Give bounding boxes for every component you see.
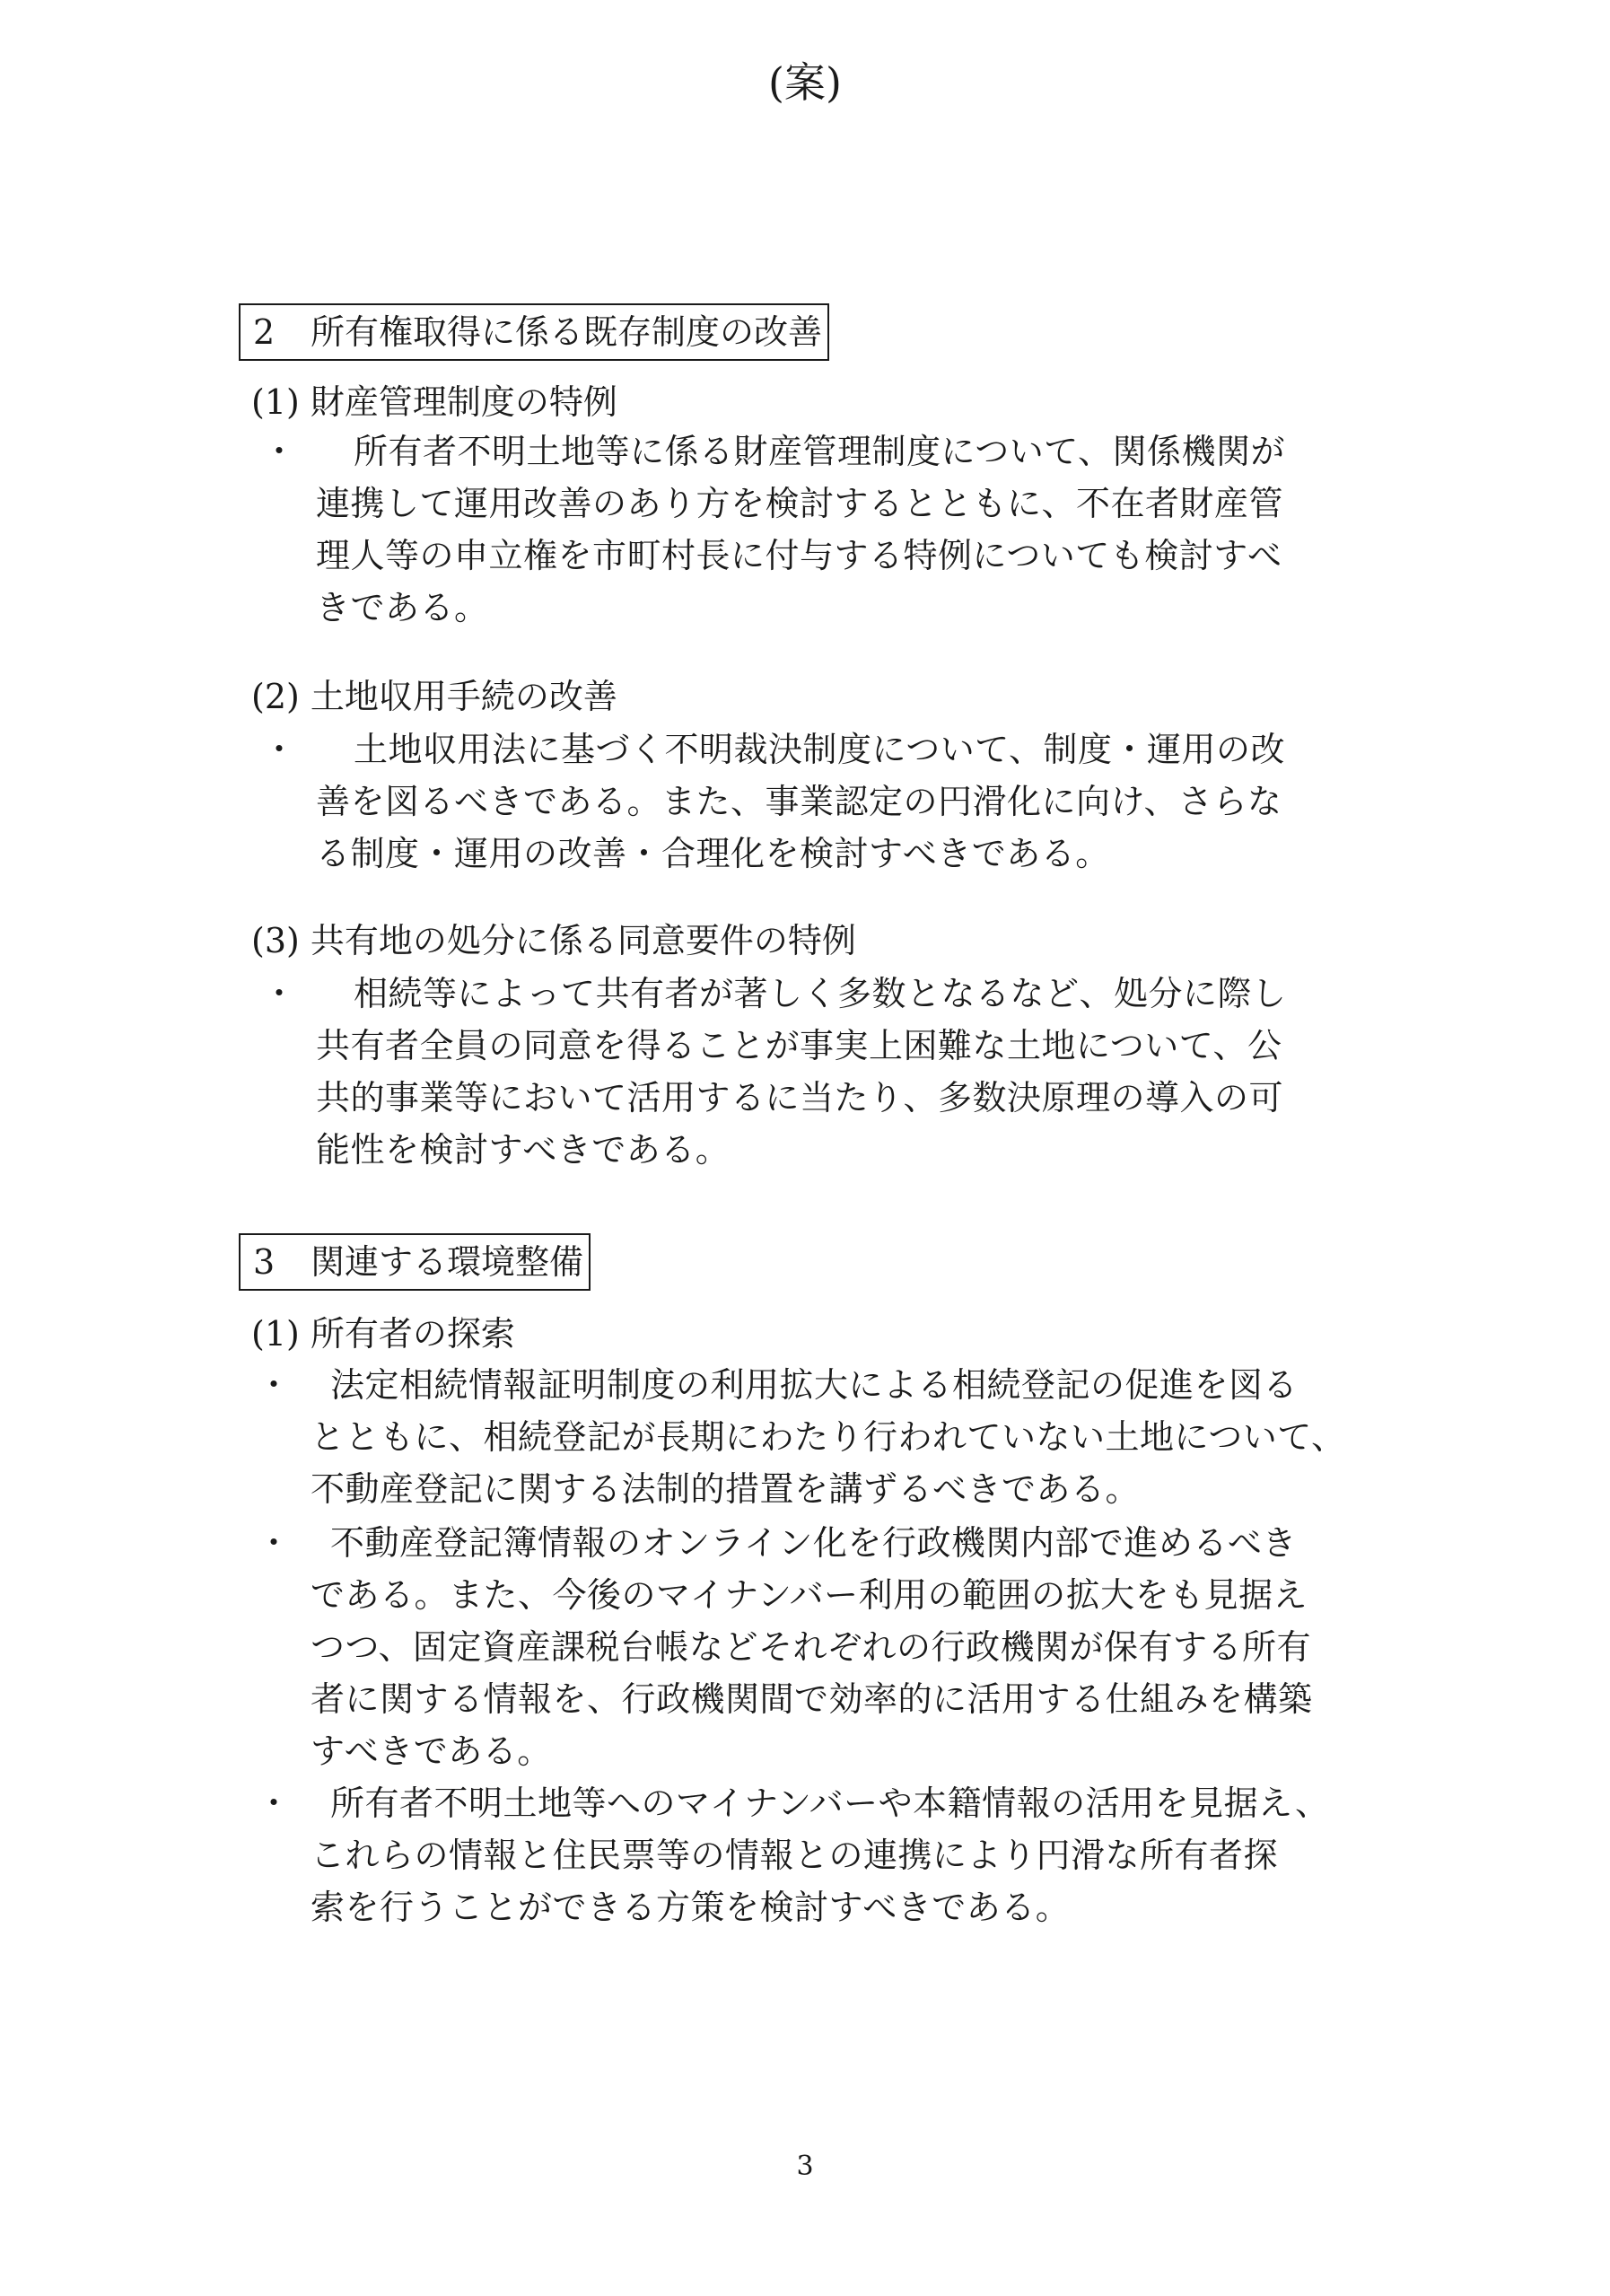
paragraph-line: 共的事業等において活用するに当たり、多数決原理の導入の可 <box>316 1078 1284 1117</box>
paragraph-line: 不動産登記簿情報のオンライン化を行政機関内部で進めるべき <box>330 1523 1297 1563</box>
subsection-3-1-bullet-3 <box>257 1777 1405 1829</box>
subsection-2-2-continuation <box>316 776 1411 880</box>
section-3-number: 3 <box>253 1242 276 1282</box>
bullet-mark: ・ <box>257 1523 292 1563</box>
subsection-3-1-bullet-1-continuation <box>311 1411 1405 1515</box>
paragraph-line: 共有者全員の同意を得ることが事実上困難な土地について、公 <box>316 1026 1282 1065</box>
bullet-mark: ・ <box>257 1365 292 1405</box>
section-2-heading <box>239 303 829 361</box>
section-2-number: 2 <box>253 312 276 352</box>
paragraph-line: 善を図るべきである。また、事業認定の円滑化に向け、さらな <box>316 782 1282 821</box>
subsection-2-2-heading: (2) 土地収用手続の改善 <box>251 677 617 716</box>
paragraph-line: きである。 <box>316 588 489 627</box>
bullet-mark: ・ <box>257 1783 292 1823</box>
draft-mark: (案) <box>768 58 842 107</box>
subsection-2-2-bullet <box>262 723 1411 776</box>
paragraph-line: 者に関する情報を、行政機関間で効率的に活用する仕組みを構築 <box>311 1679 1313 1719</box>
page-number: 3 <box>796 2151 814 2182</box>
paragraph-line: 索を行うことができる方策を検討すべきである。 <box>311 1888 1071 1927</box>
paragraph-line: 不動産登記に関する法制的措置を講ずるべきである。 <box>311 1469 1141 1509</box>
paragraph-line: 相続等によって共有者が著しく多数となるなど、処分に際し <box>354 974 1287 1013</box>
subsection-2-3-bullet <box>262 968 1411 1020</box>
subsection-2-1-heading: (1) 財産管理制度の特例 <box>251 382 617 422</box>
paragraph-line: 土地収用法に基づく不明裁決制度について、制度・運用の改 <box>354 730 1285 769</box>
paragraph-line: つつ、固定資産課税台帳などそれぞれの行政機関が保有する所有 <box>311 1627 1311 1667</box>
subsection-3-1-heading: (1) 所有者の探索 <box>251 1314 515 1354</box>
subsection-2-1-continuation <box>316 478 1411 634</box>
subsection-3-1-bullet-1 <box>257 1359 1405 1411</box>
paragraph-line: 所有者不明土地等に係る財産管理制度について、関係機関が <box>354 432 1285 471</box>
subsection-3-1-bullet-2 <box>257 1517 1405 1569</box>
section-3-title: 関連する環境整備 <box>311 1242 584 1282</box>
bullet-mark: ・ <box>262 432 297 471</box>
section-2-title: 所有権取得に係る既存制度の改善 <box>311 312 823 352</box>
bullet-mark: ・ <box>262 974 297 1013</box>
paragraph-line: すべきである。 <box>311 1731 552 1771</box>
paragraph-line: 法定相続情報証明制度の利用拡大による相続登記の促進を図る <box>330 1365 1299 1405</box>
paragraph-line: とともに、相続登記が長期にわたり行われていない土地について、 <box>311 1417 1346 1457</box>
subsection-2-3-heading: (3) 共有地の処分に係る同意要件の特例 <box>251 921 856 960</box>
paragraph-line: る制度・運用の改善・合理化を検討すべきである。 <box>316 834 1110 873</box>
subsection-2-3-continuation <box>316 1020 1411 1176</box>
paragraph-line: 連携して運用改善のあり方を検討するとともに、不在者財産管 <box>316 484 1284 523</box>
paragraph-line: である。また、今後のマイナンバー利用の範囲の拡大をも見据え <box>311 1575 1308 1615</box>
subsection-3-1-bullet-2-continuation <box>311 1569 1405 1777</box>
paragraph-line: 能性を検討すべきである。 <box>316 1130 731 1170</box>
paragraph-line: これらの情報と住民票等の情報との連携により円滑な所有者探 <box>311 1836 1279 1875</box>
bullet-mark: ・ <box>262 730 297 769</box>
section-3-heading <box>239 1233 591 1291</box>
paragraph-line: 所有者不明土地等へのマイナンバーや本籍情報の活用を見据え、 <box>330 1783 1330 1823</box>
subsection-3-1-bullet-3-continuation <box>311 1829 1405 1933</box>
paragraph-line: 理人等の申立権を市町村長に付与する特例についても検討すべ <box>316 536 1282 575</box>
subsection-2-1-bullet <box>262 425 1411 478</box>
